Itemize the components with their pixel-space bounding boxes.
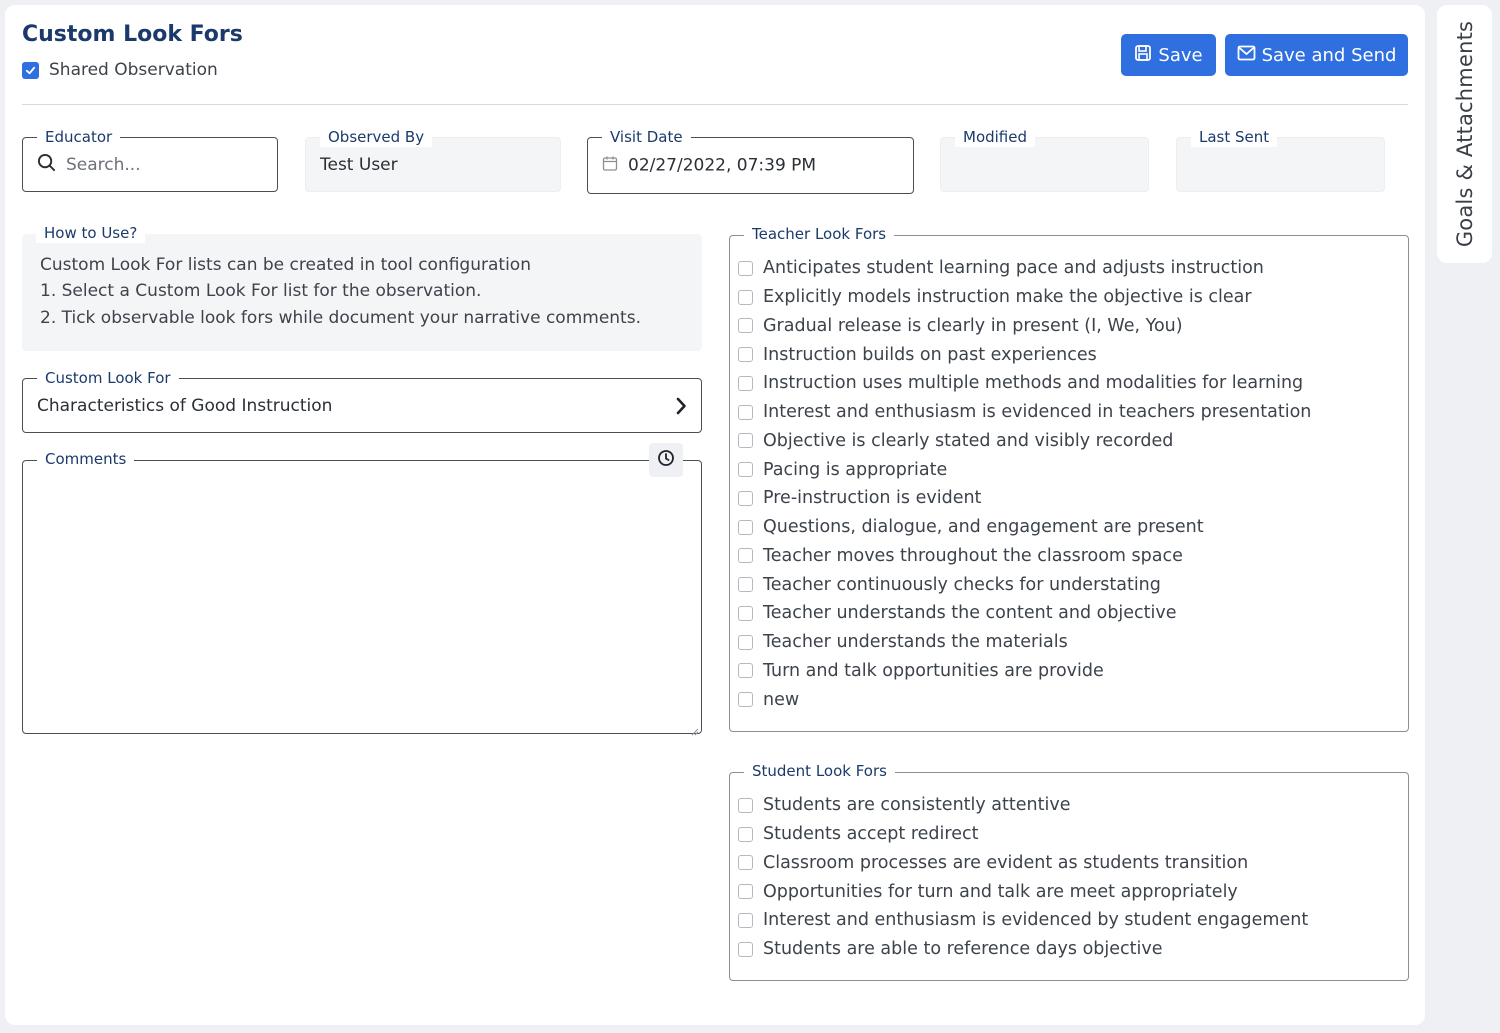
checkbox[interactable] xyxy=(738,520,753,535)
checkbox[interactable] xyxy=(738,692,753,707)
calendar-icon xyxy=(602,155,618,176)
checkmark-icon[interactable] xyxy=(22,62,39,79)
modified-field xyxy=(940,128,1149,192)
shared-observation-label: Shared Observation xyxy=(49,60,218,80)
checkbox[interactable] xyxy=(738,827,753,842)
checkbox[interactable] xyxy=(738,405,753,420)
teacher-look-for-item[interactable] xyxy=(738,542,1311,571)
teacher-look-for-item[interactable] xyxy=(738,570,1311,599)
student-look-for-item[interactable] xyxy=(738,935,1308,964)
student-look-fors-list xyxy=(738,791,1308,964)
checkbox[interactable] xyxy=(738,347,753,362)
checkbox[interactable] xyxy=(738,606,753,621)
teacher-look-for-item[interactable] xyxy=(738,369,1311,398)
teacher-look-fors-label: Teacher Look Fors xyxy=(744,224,894,244)
teacher-look-for-item[interactable] xyxy=(738,254,1311,283)
student-look-fors-label: Student Look Fors xyxy=(744,761,895,781)
item-label: Interest and enthusiasm is evidenced in teachers presentation xyxy=(763,402,1312,423)
educator-label: Educator xyxy=(37,127,120,147)
checkbox[interactable] xyxy=(738,635,753,650)
visit-date-field[interactable] xyxy=(587,128,914,194)
student-look-fors-group xyxy=(729,762,1409,981)
item-label: Objective is clearly stated and visibly recorded xyxy=(763,430,1174,451)
how-to-use-line: 1. Select a Custom Look For list for the observation. xyxy=(40,281,482,301)
checkbox[interactable] xyxy=(738,462,753,477)
goals-attachments-label: Goals & Attachments xyxy=(1452,20,1477,248)
student-look-for-item[interactable] xyxy=(738,820,1308,849)
checkbox[interactable] xyxy=(738,318,753,333)
save-label: Save xyxy=(1158,44,1203,66)
student-look-for-item[interactable] xyxy=(738,877,1308,906)
teacher-look-fors-list xyxy=(738,254,1311,714)
student-look-for-item[interactable] xyxy=(738,791,1308,820)
checkbox[interactable] xyxy=(738,855,753,870)
checkbox[interactable] xyxy=(738,913,753,928)
last-sent-field xyxy=(1176,128,1385,192)
timestamp-button[interactable] xyxy=(649,443,683,477)
teacher-look-for-item[interactable] xyxy=(738,628,1311,657)
item-label: Instruction uses multiple methods and modalities for learning xyxy=(763,373,1304,394)
teacher-look-fors-group xyxy=(729,225,1409,732)
clock-icon xyxy=(657,449,675,471)
save-and-send-button[interactable] xyxy=(1225,34,1408,76)
educator-search-input[interactable]: Search... xyxy=(66,154,141,175)
teacher-look-for-item[interactable] xyxy=(738,685,1311,714)
custom-look-for-value: Characteristics of Good Instruction xyxy=(37,395,333,416)
chevron-right-icon xyxy=(675,397,687,419)
item-label: Pacing is appropriate xyxy=(763,459,948,480)
custom-look-for-label: Custom Look For xyxy=(37,368,179,388)
teacher-look-for-item[interactable] xyxy=(738,312,1311,341)
teacher-look-for-item[interactable] xyxy=(738,283,1311,312)
item-label: Instruction builds on past experiences xyxy=(763,344,1097,365)
teacher-look-for-item[interactable] xyxy=(738,427,1311,456)
save-button[interactable] xyxy=(1121,34,1216,76)
item-label: Pre-instruction is evident xyxy=(763,488,982,509)
observed-by-label: Observed By xyxy=(320,127,432,147)
item-label: Teacher understands the materials xyxy=(763,632,1068,653)
item-label: Teacher continuously checks for understating xyxy=(763,574,1161,595)
how-to-use-label: How to Use? xyxy=(36,223,145,243)
observed-by-field xyxy=(305,128,561,192)
comments-textarea[interactable] xyxy=(22,450,702,734)
how-to-use-line: 2. Tick observable look fors while document your narrative comments. xyxy=(40,308,641,328)
how-to-use-line: Custom Look For lists can be created in tool configuration xyxy=(40,255,531,275)
teacher-look-for-item[interactable] xyxy=(738,340,1311,369)
how-to-use-panel xyxy=(22,224,702,351)
visit-date-label: Visit Date xyxy=(602,127,691,147)
page-title: Custom Look Fors xyxy=(22,22,243,47)
item-label: Anticipates student learning pace and adjusts instruction xyxy=(763,258,1264,279)
checkbox[interactable] xyxy=(738,798,753,813)
checkbox[interactable] xyxy=(738,433,753,448)
teacher-look-for-item[interactable] xyxy=(738,599,1311,628)
checkbox[interactable] xyxy=(738,942,753,957)
item-label: Students are consistently attentive xyxy=(763,795,1071,816)
item-label: Opportunities for turn and talk are meet appropriately xyxy=(763,881,1238,902)
checkbox[interactable] xyxy=(738,376,753,391)
header-divider xyxy=(22,104,1408,105)
item-label: Explicitly models instruction make the objective is clear xyxy=(763,287,1252,308)
item-label: Turn and talk opportunities are provide xyxy=(763,660,1104,681)
search-icon xyxy=(37,153,56,177)
checkbox[interactable] xyxy=(738,491,753,506)
checkbox[interactable] xyxy=(738,261,753,276)
item-label: new xyxy=(763,689,800,710)
checkbox[interactable] xyxy=(738,663,753,678)
item-label: Interest and enthusiasm is evidenced by student engagement xyxy=(763,910,1309,931)
modified-label: Modified xyxy=(955,127,1035,147)
student-look-for-item[interactable] xyxy=(738,906,1308,935)
checkbox[interactable] xyxy=(738,548,753,563)
last-sent-label: Last Sent xyxy=(1191,127,1277,147)
floppy-disk-icon xyxy=(1134,44,1152,67)
item-label: Students are able to reference days objective xyxy=(763,939,1163,960)
envelope-icon xyxy=(1237,45,1256,66)
item-label: Gradual release is clearly in present (I, We, You) xyxy=(763,315,1183,336)
item-label: Teacher understands the content and objective xyxy=(763,603,1177,624)
teacher-look-for-item[interactable] xyxy=(738,513,1311,542)
visit-date-value[interactable]: 02/27/2022, 07:39 PM xyxy=(628,155,817,176)
resize-handle-icon[interactable] xyxy=(689,721,699,731)
observed-by-value: Test User xyxy=(320,154,398,175)
educator-field[interactable] xyxy=(22,128,278,192)
student-look-for-item[interactable] xyxy=(738,849,1308,878)
item-label: Questions, dialogue, and engagement are present xyxy=(763,517,1204,538)
checkbox[interactable] xyxy=(738,884,753,899)
save-and-send-label: Save and Send xyxy=(1261,44,1397,66)
goals-attachments-tab[interactable] xyxy=(1437,5,1492,263)
checkbox[interactable] xyxy=(738,577,753,592)
item-label: Classroom processes are evident as students transition xyxy=(763,852,1249,873)
teacher-look-for-item[interactable] xyxy=(738,398,1311,427)
checkbox[interactable] xyxy=(738,290,753,305)
comments-label: Comments xyxy=(37,449,134,469)
teacher-look-for-item[interactable] xyxy=(738,657,1311,686)
item-label: Teacher moves throughout the classroom space xyxy=(763,545,1183,566)
shared-observation-checkbox[interactable] xyxy=(22,60,218,80)
custom-look-for-select[interactable] xyxy=(22,369,702,433)
teacher-look-for-item[interactable] xyxy=(738,455,1311,484)
teacher-look-for-item[interactable] xyxy=(738,484,1311,513)
item-label: Students accept redirect xyxy=(763,824,979,845)
